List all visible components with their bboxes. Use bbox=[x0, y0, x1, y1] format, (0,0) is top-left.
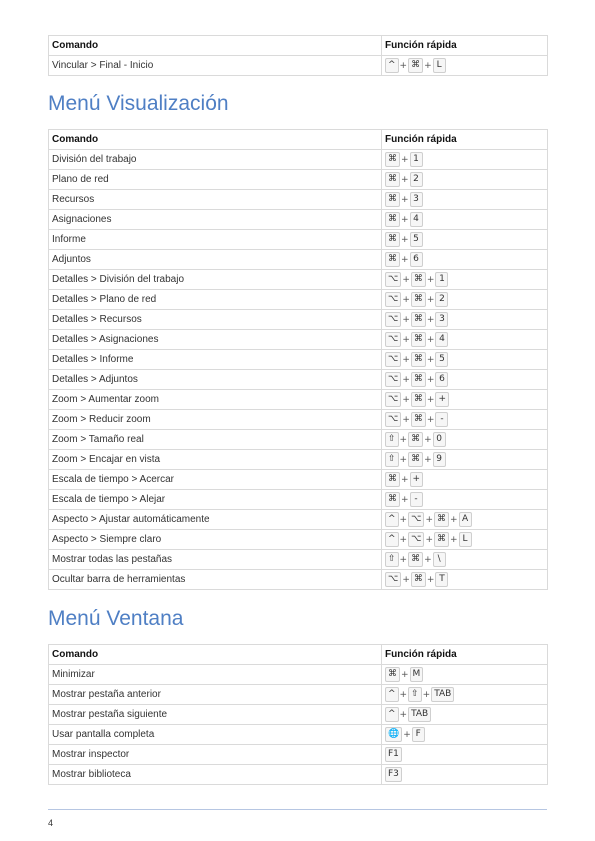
column-header-shortcut: Función rápida bbox=[382, 130, 548, 150]
keycap: F3 bbox=[385, 767, 402, 782]
shortcut-cell bbox=[382, 410, 548, 430]
table-row bbox=[49, 685, 548, 705]
table-header-row bbox=[49, 130, 548, 150]
shortcut-cell bbox=[382, 725, 548, 745]
key-separator: + bbox=[402, 294, 410, 305]
shortcut-keys bbox=[385, 192, 547, 207]
command-cell: Detalles > Asignaciones bbox=[49, 330, 382, 350]
command-cell: Vincular > Final - Inicio bbox=[49, 56, 382, 76]
command-cell: Mostrar todas las pestañas bbox=[49, 550, 382, 570]
keycap: 3 bbox=[435, 312, 448, 327]
keycap: ^ bbox=[385, 707, 399, 722]
key-separator: + bbox=[401, 474, 409, 485]
shortcut-table-links bbox=[48, 35, 548, 76]
table-header-row bbox=[49, 36, 548, 56]
shortcut-keys bbox=[385, 172, 547, 187]
key-separator: + bbox=[426, 374, 435, 385]
keycap: ⇧ bbox=[385, 452, 399, 467]
key-separator: + bbox=[402, 574, 410, 585]
column-header-command: Comando bbox=[49, 645, 382, 665]
keycap: ⌘ bbox=[385, 152, 400, 167]
table-row bbox=[49, 56, 548, 76]
key-separator: + bbox=[399, 454, 408, 465]
keycap: 3 bbox=[410, 192, 423, 207]
shortcut-cell bbox=[382, 570, 548, 590]
table-row bbox=[49, 450, 548, 470]
key-separator: + bbox=[399, 534, 408, 545]
key-separator: + bbox=[403, 729, 411, 740]
key-separator: + bbox=[402, 314, 410, 325]
column-header-command: Comando bbox=[49, 36, 382, 56]
table-row bbox=[49, 430, 548, 450]
key-separator: + bbox=[426, 314, 435, 325]
keycap: 4 bbox=[435, 332, 448, 347]
key-separator: + bbox=[450, 514, 458, 525]
table-row bbox=[49, 350, 548, 370]
keycap: ⌥ bbox=[385, 572, 401, 587]
shortcut-cell bbox=[382, 745, 548, 765]
command-cell: Mostrar biblioteca bbox=[49, 765, 382, 785]
keycap: - bbox=[435, 412, 448, 427]
command-cell: Detalles > Informe bbox=[49, 350, 382, 370]
command-cell: Minimizar bbox=[49, 665, 382, 685]
key-separator: + bbox=[424, 554, 432, 565]
command-cell: División del trabajo bbox=[49, 150, 382, 170]
shortcut-cell bbox=[382, 685, 548, 705]
key-separator: + bbox=[401, 234, 409, 245]
keycap: ⌥ bbox=[385, 352, 401, 367]
key-separator: + bbox=[426, 354, 435, 365]
key-separator: + bbox=[399, 514, 408, 525]
keycap: ⌘ bbox=[385, 667, 400, 682]
command-cell: Detalles > División del trabajo bbox=[49, 270, 382, 290]
command-cell: Mostrar inspector bbox=[49, 745, 382, 765]
shortcut-keys bbox=[385, 532, 547, 547]
footer-divider bbox=[48, 809, 547, 810]
key-separator: + bbox=[401, 669, 409, 680]
key-separator: + bbox=[426, 274, 435, 285]
key-separator: + bbox=[422, 689, 431, 700]
table-row bbox=[49, 745, 548, 765]
shortcut-keys bbox=[385, 687, 547, 702]
shortcut-keys bbox=[385, 212, 547, 227]
table-row bbox=[49, 765, 548, 785]
shortcut-keys bbox=[385, 492, 547, 507]
shortcut-cell bbox=[382, 310, 548, 330]
shortcut-keys bbox=[385, 727, 547, 742]
keycap: ⌥ bbox=[408, 532, 424, 547]
key-separator: + bbox=[424, 454, 432, 465]
command-cell: Zoom > Tamaño real bbox=[49, 430, 382, 450]
keycap: 0 bbox=[433, 432, 446, 447]
keycap: ⌘ bbox=[411, 272, 426, 287]
keycap: + bbox=[435, 392, 449, 407]
keycap: ⇧ bbox=[385, 432, 399, 447]
shortcut-cell bbox=[382, 490, 548, 510]
shortcut-cell bbox=[382, 350, 548, 370]
table-row bbox=[49, 150, 548, 170]
keycap: - bbox=[410, 492, 423, 507]
shortcut-cell bbox=[382, 150, 548, 170]
table-header-row bbox=[49, 645, 548, 665]
page-number: 4 bbox=[48, 818, 54, 828]
shortcut-keys bbox=[385, 767, 547, 782]
keycap: ⌘ bbox=[408, 552, 423, 567]
key-separator: + bbox=[401, 494, 409, 505]
shortcut-cell bbox=[382, 56, 548, 76]
column-header-command: Comando bbox=[49, 130, 382, 150]
keycap: ⌘ bbox=[411, 352, 426, 367]
command-cell: Detalles > Plano de red bbox=[49, 290, 382, 310]
shortcut-keys bbox=[385, 707, 547, 722]
shortcut-keys bbox=[385, 392, 547, 407]
shortcut-keys bbox=[385, 352, 547, 367]
key-separator: + bbox=[399, 554, 408, 565]
key-separator: + bbox=[426, 334, 435, 345]
keycap: ⌥ bbox=[385, 292, 401, 307]
keycap: ⌘ bbox=[411, 332, 426, 347]
key-separator: + bbox=[425, 514, 434, 525]
shortcut-cell bbox=[382, 190, 548, 210]
key-separator: + bbox=[425, 534, 434, 545]
keycap: ⌘ bbox=[408, 452, 423, 467]
keycap: ⌥ bbox=[385, 332, 401, 347]
command-cell: Escala de tiempo > Acercar bbox=[49, 470, 382, 490]
shortcut-keys bbox=[385, 58, 547, 73]
shortcut-keys bbox=[385, 252, 547, 267]
keycap: ⌘ bbox=[411, 292, 426, 307]
keycap: ⌘ bbox=[408, 58, 423, 73]
key-separator: + bbox=[399, 709, 408, 720]
keycap: ⌘ bbox=[411, 572, 426, 587]
shortcut-cell bbox=[382, 230, 548, 250]
key-separator: + bbox=[401, 254, 409, 265]
command-cell: Aspecto > Ajustar automáticamente bbox=[49, 510, 382, 530]
shortcut-keys bbox=[385, 152, 547, 167]
key-separator: + bbox=[399, 434, 408, 445]
table-row bbox=[49, 570, 548, 590]
shortcut-cell bbox=[382, 530, 548, 550]
section-title-window-menu: Menú Ventana bbox=[48, 607, 184, 630]
key-separator: + bbox=[401, 194, 409, 205]
key-separator: + bbox=[402, 334, 410, 345]
table-row bbox=[49, 410, 548, 430]
keycap: ⌘ bbox=[385, 192, 400, 207]
table-row bbox=[49, 170, 548, 190]
table-row bbox=[49, 210, 548, 230]
key-separator: + bbox=[401, 174, 409, 185]
key-separator: + bbox=[401, 154, 409, 165]
shortcut-keys bbox=[385, 312, 547, 327]
keycap: A bbox=[459, 512, 472, 527]
key-separator: + bbox=[426, 394, 435, 405]
keycap: 9 bbox=[433, 452, 446, 467]
table-row bbox=[49, 705, 548, 725]
keycap: ⌘ bbox=[385, 212, 400, 227]
keycap: ⌥ bbox=[385, 312, 401, 327]
key-separator: + bbox=[402, 274, 410, 285]
shortcut-cell bbox=[382, 665, 548, 685]
keycap: \ bbox=[433, 552, 446, 567]
command-cell: Informe bbox=[49, 230, 382, 250]
keycap: TAB bbox=[431, 687, 454, 702]
column-header-shortcut: Función rápida bbox=[382, 645, 548, 665]
table-row bbox=[49, 510, 548, 530]
table-row bbox=[49, 190, 548, 210]
keycap: TAB bbox=[408, 707, 431, 722]
keycap: 4 bbox=[410, 212, 423, 227]
keycap: ⌘ bbox=[385, 172, 400, 187]
key-separator: + bbox=[402, 354, 410, 365]
keycap: ⌘ bbox=[434, 532, 449, 547]
shortcut-keys bbox=[385, 747, 547, 762]
command-cell: Mostrar pestaña siguiente bbox=[49, 705, 382, 725]
shortcut-cell bbox=[382, 290, 548, 310]
keycap: ⌘ bbox=[411, 392, 426, 407]
command-cell: Escala de tiempo > Alejar bbox=[49, 490, 382, 510]
keycap: ⌘ bbox=[434, 512, 449, 527]
keycap: 1 bbox=[410, 152, 423, 167]
keycap: F1 bbox=[385, 747, 402, 762]
key-separator: + bbox=[402, 374, 410, 385]
keycap: ⌘ bbox=[385, 492, 400, 507]
command-cell: Zoom > Reducir zoom bbox=[49, 410, 382, 430]
keycap: ⌥ bbox=[385, 392, 401, 407]
keycap: ⌘ bbox=[408, 432, 423, 447]
table-row bbox=[49, 230, 548, 250]
shortcut-table-view-menu bbox=[48, 129, 548, 590]
table-row bbox=[49, 390, 548, 410]
keycap: 6 bbox=[410, 252, 423, 267]
key-separator: + bbox=[402, 394, 410, 405]
command-cell: Asignaciones bbox=[49, 210, 382, 230]
shortcut-cell bbox=[382, 270, 548, 290]
keycap: 🌐 bbox=[385, 727, 402, 742]
key-separator: + bbox=[450, 534, 458, 545]
keycap: 5 bbox=[410, 232, 423, 247]
shortcut-keys bbox=[385, 232, 547, 247]
keycap: ⌘ bbox=[385, 232, 400, 247]
shortcut-cell bbox=[382, 390, 548, 410]
shortcut-keys bbox=[385, 667, 547, 682]
keycap: ⌘ bbox=[411, 372, 426, 387]
table-row bbox=[49, 665, 548, 685]
table-row bbox=[49, 470, 548, 490]
table-row bbox=[49, 250, 548, 270]
keycap: L bbox=[459, 532, 472, 547]
shortcut-cell bbox=[382, 705, 548, 725]
key-separator: + bbox=[402, 414, 410, 425]
shortcut-cell bbox=[382, 250, 548, 270]
shortcut-keys bbox=[385, 332, 547, 347]
key-separator: + bbox=[401, 214, 409, 225]
shortcut-cell bbox=[382, 210, 548, 230]
table-row bbox=[49, 290, 548, 310]
key-separator: + bbox=[426, 294, 435, 305]
shortcut-cell bbox=[382, 330, 548, 350]
command-cell: Adjuntos bbox=[49, 250, 382, 270]
shortcut-table-window-menu bbox=[48, 644, 548, 785]
shortcut-keys bbox=[385, 472, 547, 487]
keycap: L bbox=[433, 58, 446, 73]
shortcut-keys bbox=[385, 432, 547, 447]
command-cell: Usar pantalla completa bbox=[49, 725, 382, 745]
keycap: 6 bbox=[435, 372, 448, 387]
shortcut-keys bbox=[385, 572, 547, 587]
keycap: ⌥ bbox=[385, 412, 401, 427]
shortcut-cell bbox=[382, 170, 548, 190]
shortcut-cell bbox=[382, 430, 548, 450]
shortcut-keys bbox=[385, 512, 547, 527]
keycap: 2 bbox=[435, 292, 448, 307]
shortcut-keys bbox=[385, 292, 547, 307]
keycap: ⌥ bbox=[385, 372, 401, 387]
keycap: ^ bbox=[385, 58, 399, 73]
command-cell: Recursos bbox=[49, 190, 382, 210]
key-separator: + bbox=[426, 414, 435, 425]
shortcut-cell bbox=[382, 450, 548, 470]
command-cell: Detalles > Recursos bbox=[49, 310, 382, 330]
keycap: T bbox=[435, 572, 448, 587]
command-cell: Mostrar pestaña anterior bbox=[49, 685, 382, 705]
column-header-shortcut: Función rápida bbox=[382, 36, 548, 56]
keycap: ⌥ bbox=[408, 512, 424, 527]
table-row bbox=[49, 725, 548, 745]
keycap: ⌘ bbox=[385, 472, 400, 487]
command-cell: Aspecto > Siempre claro bbox=[49, 530, 382, 550]
keycap: ^ bbox=[385, 512, 399, 527]
keycap: ⇧ bbox=[385, 552, 399, 567]
shortcut-keys bbox=[385, 272, 547, 287]
command-cell: Detalles > Adjuntos bbox=[49, 370, 382, 390]
command-cell: Ocultar barra de herramientas bbox=[49, 570, 382, 590]
section-title-view-menu: Menú Visualización bbox=[48, 92, 229, 115]
key-separator: + bbox=[424, 434, 432, 445]
table-row bbox=[49, 270, 548, 290]
keycap: ^ bbox=[385, 532, 399, 547]
table-row bbox=[49, 530, 548, 550]
key-separator: + bbox=[426, 574, 435, 585]
shortcut-keys bbox=[385, 372, 547, 387]
keycap: ⌘ bbox=[411, 412, 426, 427]
keycap: 5 bbox=[435, 352, 448, 367]
key-separator: + bbox=[424, 60, 432, 71]
table-row bbox=[49, 490, 548, 510]
shortcut-cell bbox=[382, 550, 548, 570]
keycap: ⌘ bbox=[411, 312, 426, 327]
keycap: 1 bbox=[435, 272, 448, 287]
shortcut-keys bbox=[385, 412, 547, 427]
table-row bbox=[49, 550, 548, 570]
keycap: M bbox=[410, 667, 424, 682]
shortcut-keys bbox=[385, 552, 547, 567]
keycap: ^ bbox=[385, 687, 399, 702]
keycap: ⌘ bbox=[385, 252, 400, 267]
keycap: 2 bbox=[410, 172, 423, 187]
keycap: ⇧ bbox=[408, 687, 422, 702]
command-cell: Zoom > Aumentar zoom bbox=[49, 390, 382, 410]
shortcut-cell bbox=[382, 765, 548, 785]
command-cell: Plano de red bbox=[49, 170, 382, 190]
key-separator: + bbox=[399, 689, 408, 700]
table-row bbox=[49, 310, 548, 330]
keycap: F bbox=[412, 727, 425, 742]
shortcut-cell bbox=[382, 510, 548, 530]
keycap: + bbox=[410, 472, 424, 487]
shortcut-keys bbox=[385, 452, 547, 467]
command-cell: Zoom > Encajar en vista bbox=[49, 450, 382, 470]
table-row bbox=[49, 370, 548, 390]
shortcut-cell bbox=[382, 370, 548, 390]
keycap: ⌥ bbox=[385, 272, 401, 287]
shortcut-cell bbox=[382, 470, 548, 490]
key-separator: + bbox=[399, 60, 408, 71]
table-row bbox=[49, 330, 548, 350]
